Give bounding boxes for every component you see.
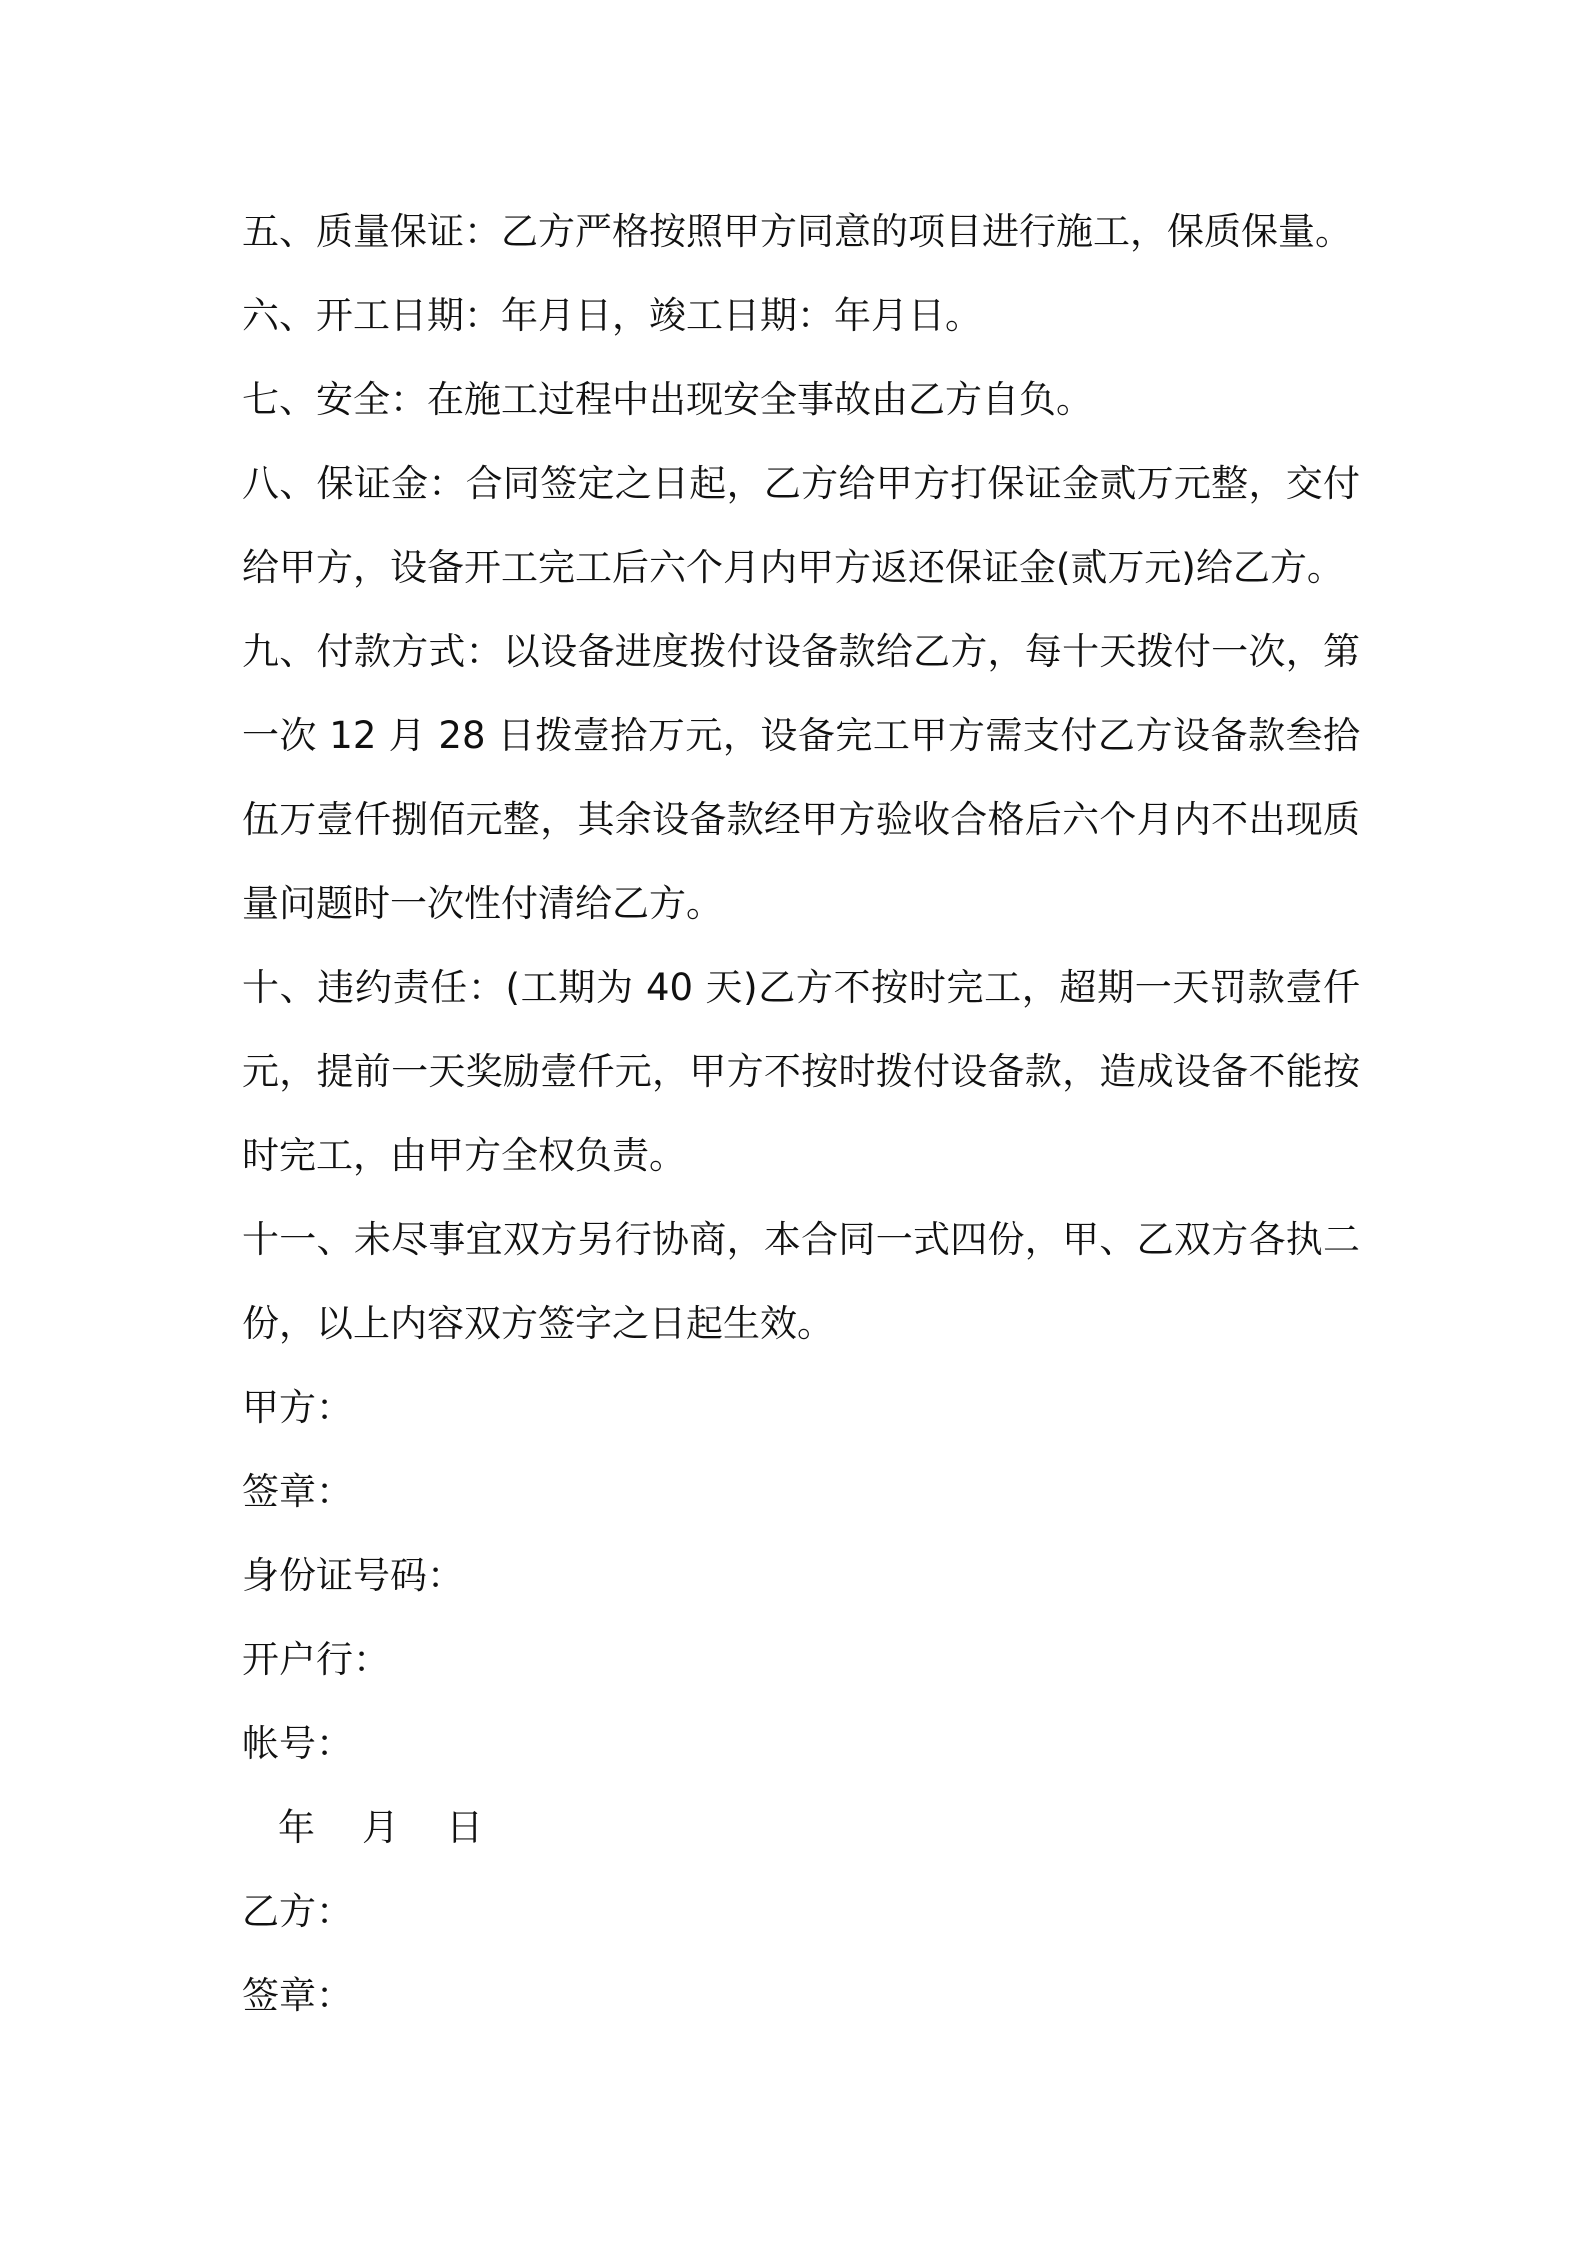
- clause-quality-guarantee: 五、质量保证：乙方严格按照甲方同意的项目进行施工，保质保量。: [242, 210, 1352, 253]
- party-a-account-label: 帐号：: [242, 1722, 353, 1765]
- clause-deposit: 八、保证金：合同签定之日起，乙方给甲方打保证金贰万元整，交付给甲方，设备开工完工后六个月内甲方返还保证金(贰万元)给乙方。: [242, 462, 1360, 589]
- clause-other-matters: 十一、未尽事宜双方另行协商，本合同一式四份，甲、乙双方各执二份，以上内容双方签字之日起生效。: [242, 1218, 1360, 1345]
- clause-safety: 七、安全：在施工过程中出现安全事故由乙方自负。: [242, 378, 1093, 421]
- party-a-seal-label: 签章：: [242, 1470, 353, 1513]
- party-a-bank-label: 开户行：: [242, 1638, 390, 1681]
- party-a-date-line: 年 月 日: [278, 1806, 484, 1849]
- clause-work-dates: 六、开工日期：年月日，竣工日期：年月日。: [242, 294, 982, 337]
- party-a-id-number-label: 身份证号码：: [242, 1554, 464, 1597]
- contract-body: [242, 190, 1360, 2038]
- party-a-label: 甲方：: [242, 1386, 353, 1429]
- clause-payment-method: 九、付款方式：以设备进度拨付设备款给乙方，每十天拨付一次，第一次 12 月 28 日拨壹拾万元，设备完工甲方需支付乙方设备款叁拾伍万壹仟捌佰元整，其余设备款经甲方验收合格后六个月内不出现质量问题时一次性付清给乙方。: [242, 630, 1360, 925]
- party-b-label: 乙方：: [242, 1890, 353, 1933]
- clause-breach-liability: 十、违约责任：(工期为 40 天)乙方不按时完工，超期一天罚款壹仟元，提前一天奖励壹仟元，甲方不按时拨付设备款，造成设备不能按时完工，由甲方全权负责。: [242, 966, 1360, 1177]
- party-b-seal-label: 签章：: [242, 1974, 353, 2017]
